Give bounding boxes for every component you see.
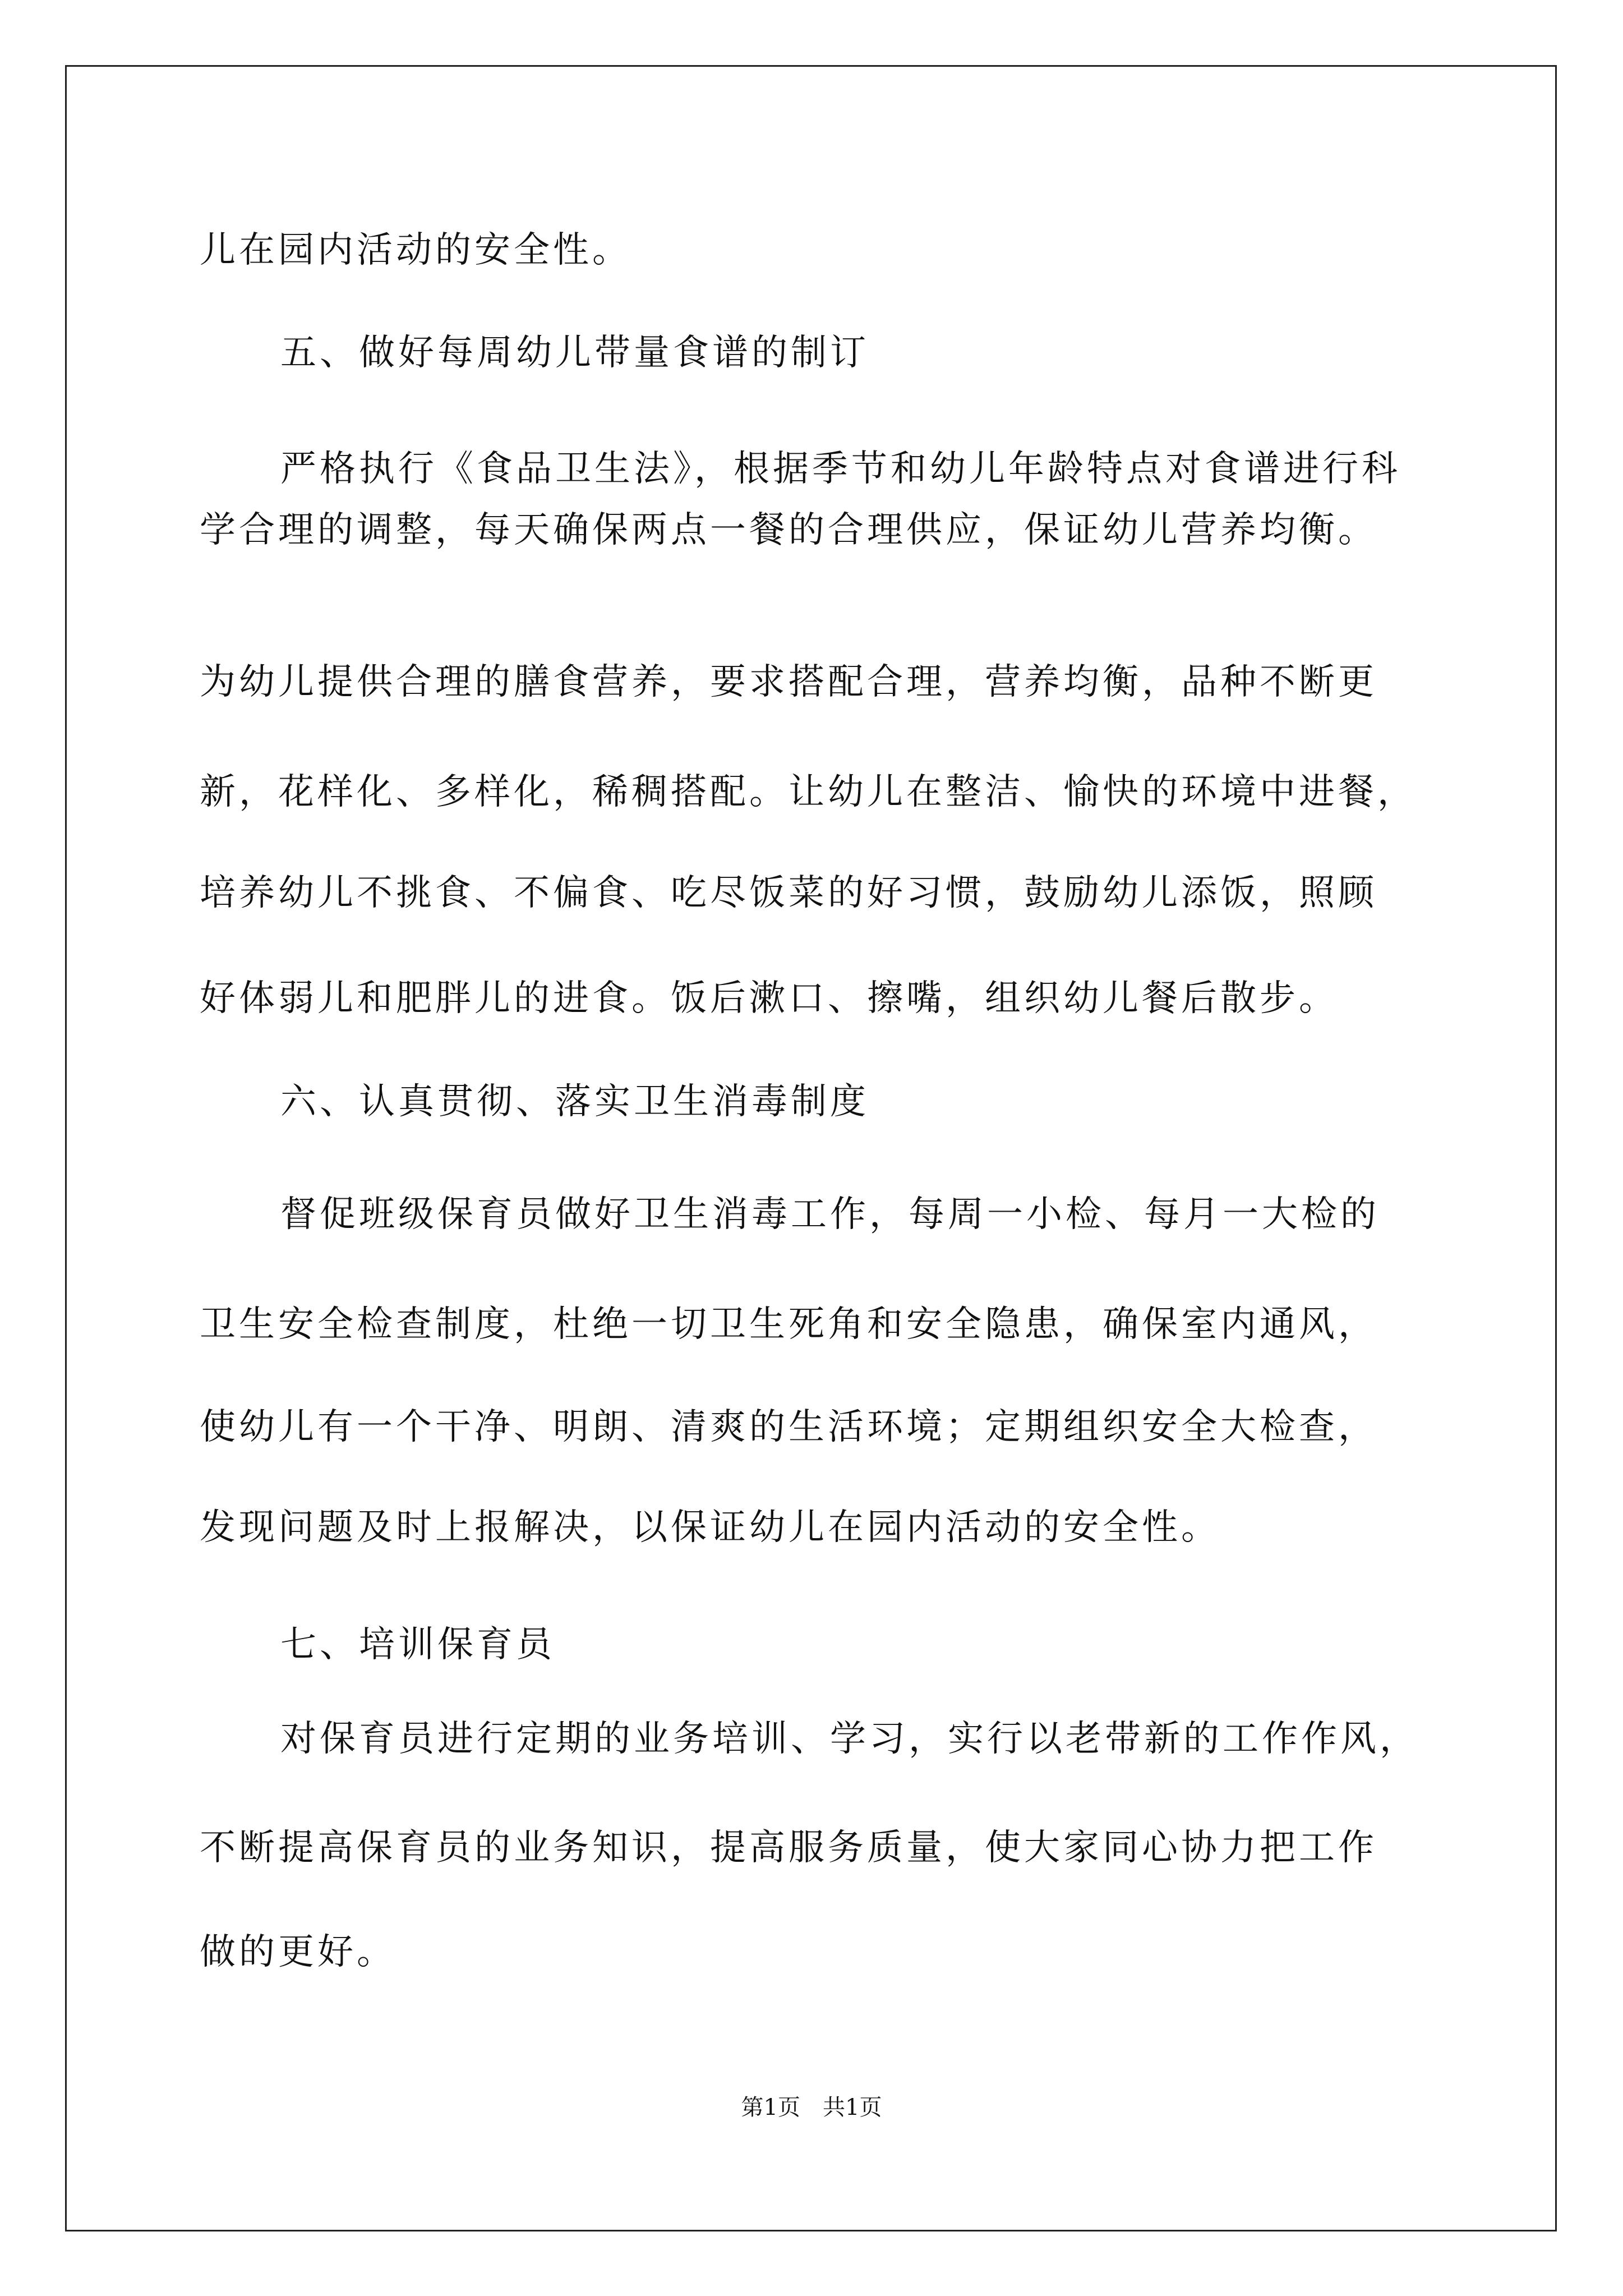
paragraph-line: 督促班级保育员做好卫生消毒工作，每周一小检、每月一大检的 bbox=[280, 1194, 1380, 1235]
paragraph-line: 新，花样化、多样化，稀稠搭配。让幼儿在整洁、愉快的环境中进餐， bbox=[200, 771, 1417, 813]
paragraph-line: 对保育员进行定期的业务培训、学习，实行以老带新的工作作风， bbox=[280, 1718, 1419, 1760]
paragraph-line: 培养幼儿不挑食、不偏食、吃尽饭菜的好习惯，鼓励幼儿添饭，照顾 bbox=[200, 872, 1377, 914]
section-heading: 五、做好每周幼儿带量食谱的制订 bbox=[280, 332, 869, 374]
section-heading: 七、培训保育员 bbox=[280, 1624, 555, 1665]
paragraph-line: 发现问题及时上报解决，以保证幼儿在园内活动的安全性。 bbox=[200, 1507, 1220, 1548]
section-heading: 六、认真贯彻、落实卫生消毒制度 bbox=[280, 1081, 869, 1122]
page-footer: 第1页 共1页 bbox=[741, 2095, 882, 2120]
page-border bbox=[65, 65, 1557, 2231]
paragraph-line: 严格执行《食品卫生法》，根据季节和幼儿年龄特点对食谱进行科 bbox=[280, 448, 1401, 490]
paragraph-line: 使幼儿有一个干净、明朗、清爽的生活环境；定期组织安全大检查， bbox=[200, 1406, 1377, 1448]
paragraph-line: 卫生安全检查制度，杜绝一切卫生死角和安全隐患，确保室内通风， bbox=[200, 1304, 1377, 1345]
paragraph-line: 儿在园内活动的安全性。 bbox=[200, 229, 631, 271]
paragraph-line: 不断提高保育员的业务知识，提高服务质量，使大家同心协力把工作 bbox=[200, 1827, 1377, 1869]
paragraph-line: 为幼儿提供合理的膳食营养，要求搭配合理，营养均衡，品种不断更 bbox=[200, 661, 1377, 703]
paragraph-line: 做的更好。 bbox=[200, 1931, 396, 1973]
paragraph-line: 学合理的调整，每天确保两点一餐的合理供应，保证幼儿营养均衡。 bbox=[200, 509, 1377, 551]
paragraph-line: 好体弱儿和肥胖儿的进食。饭后漱口、擦嘴，组织幼儿餐后散步。 bbox=[200, 978, 1338, 1019]
